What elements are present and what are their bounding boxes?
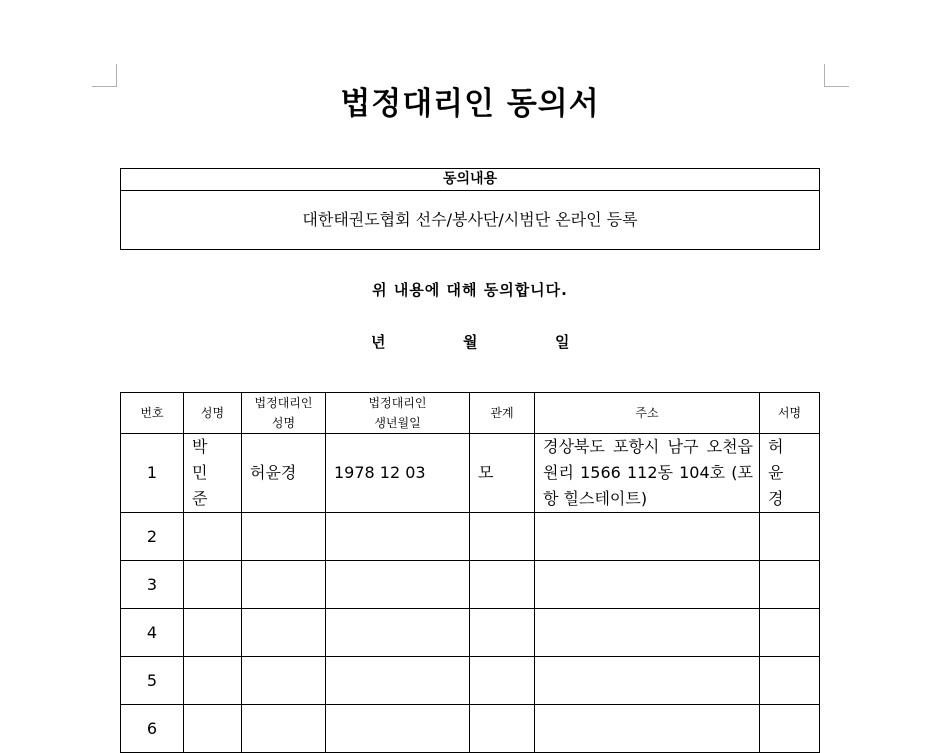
header-guardian-birth-line2: 생년월일 [374, 416, 421, 430]
consent-header: 동의내용 [121, 169, 819, 191]
row-address[interactable] [535, 561, 760, 609]
row-number: 5 [121, 657, 184, 705]
date-year-label: 년 [371, 333, 386, 351]
row-guardian-name: 허윤경 [242, 434, 326, 513]
row-number: 4 [121, 609, 184, 657]
row-name: 박 민 준 [184, 434, 242, 513]
row-relation: 모 [470, 434, 535, 513]
document-title: 법정대리인 동의서 [340, 86, 600, 122]
agree-statement: 위 내용에 대해 동의합니다. [372, 281, 568, 299]
header-address: 주소 [535, 393, 760, 434]
header-guardian-name-line2: 성명 [271, 416, 296, 430]
date-month-label: 월 [463, 333, 478, 351]
row-guardian-birth[interactable] [326, 657, 470, 705]
row-name[interactable] [184, 561, 242, 609]
row-number: 3 [121, 561, 184, 609]
row-relation[interactable] [470, 657, 535, 705]
header-name: 성명 [184, 393, 242, 434]
row-name[interactable] [184, 609, 242, 657]
header-signature: 서명 [760, 393, 820, 434]
row-guardian-birth: 1978 12 03 [326, 434, 470, 513]
table-row [121, 657, 820, 705]
row-relation[interactable] [470, 513, 535, 561]
header-relation: 관계 [470, 393, 535, 434]
header-guardian-birth-line1: 법정대리인 [368, 396, 427, 410]
row-guardian-name[interactable] [242, 657, 326, 705]
row-address[interactable] [535, 705, 760, 753]
row-signature[interactable] [760, 561, 820, 609]
row-signature[interactable] [760, 609, 820, 657]
row-number: 1 [121, 434, 184, 513]
date-day-label: 일 [555, 333, 570, 351]
row-address[interactable] [535, 609, 760, 657]
header-guardian-name-line1: 법정대리인 [254, 396, 313, 410]
row-signature[interactable] [760, 657, 820, 705]
header-number: 번호 [121, 393, 184, 434]
table-row [121, 434, 820, 513]
row-name[interactable] [184, 657, 242, 705]
table-row [121, 513, 820, 561]
row-number: 6 [121, 705, 184, 753]
row-relation[interactable] [470, 705, 535, 753]
row-guardian-birth[interactable] [326, 705, 470, 753]
row-relation[interactable] [470, 561, 535, 609]
row-name[interactable] [184, 705, 242, 753]
row-address[interactable] [535, 657, 760, 705]
row-guardian-name[interactable] [242, 513, 326, 561]
row-guardian-name[interactable] [242, 609, 326, 657]
table-header-row [121, 393, 820, 434]
row-guardian-name[interactable] [242, 705, 326, 753]
table-row [121, 705, 820, 753]
row-guardian-birth[interactable] [326, 513, 470, 561]
row-signature[interactable] [760, 705, 820, 753]
row-address[interactable] [535, 513, 760, 561]
header-guardian-birth [326, 393, 470, 434]
row-guardian-birth[interactable] [326, 609, 470, 657]
row-number: 2 [121, 513, 184, 561]
table-row [121, 609, 820, 657]
row-guardian-name[interactable] [242, 561, 326, 609]
row-signature[interactable] [760, 513, 820, 561]
row-relation[interactable] [470, 609, 535, 657]
row-address: 경상북도 포항시 남구 오천읍 원리 1566 112동 104호 (포항 힐스테이트) [535, 434, 760, 513]
consent-box [120, 168, 820, 250]
row-guardian-birth[interactable] [326, 561, 470, 609]
consent-text: 대한태권도협회 선수/봉사단/시범단 온라인 등록 [302, 210, 638, 229]
table-row [121, 561, 820, 609]
consent-signature-table [120, 392, 820, 753]
header-guardian-name [242, 393, 326, 434]
row-signature: 허 윤 경 [760, 434, 820, 513]
row-name[interactable] [184, 513, 242, 561]
